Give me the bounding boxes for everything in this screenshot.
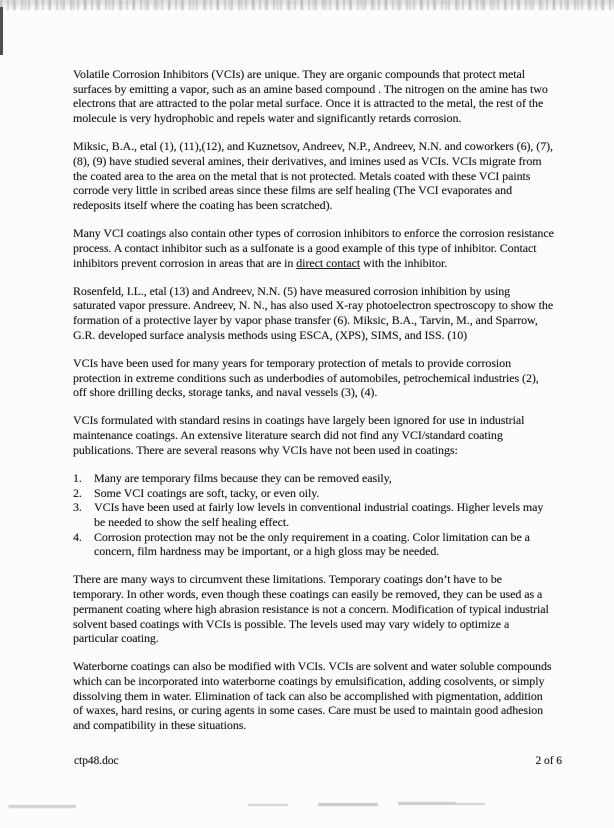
scan-noise-top xyxy=(0,0,614,10)
paragraph-text: with the inhibitor. xyxy=(360,255,448,270)
scan-smudge xyxy=(8,805,76,808)
paragraph-contact-inhibitors xyxy=(73,226,555,270)
list-item-text: Many are temporary films because they can be removed easily, xyxy=(94,470,392,485)
list-item xyxy=(73,530,555,559)
list-item-text: Corrosion protection may not be the only requirement in a coating. Color limitation can be a concern, film hardness may be important, or a high gloss may be needed. xyxy=(94,529,530,559)
paragraph-vci-unique: Volatile Corrosion Inhibitors (VCIs) are unique. They are organic compounds that protect metal surfaces by emitting a vapor, such as an amine based compound . The nitrogen on the amine has two electrons that are attracted to the polar metal surface. Once it is attracted to the metal, the rest of the molecule is very hydrophobic and repels water and significantly retards corrosion. xyxy=(73,67,548,126)
list-item xyxy=(73,471,555,486)
paragraph-miksic-studies: Miksic, B.A., etal (1), (11),(12), and Kuznetsov, Andreev, N.P., Andreev, N.N. and coworkers (6), (7), (8), (9) have studied several amines, their derivatives, and imines used as VCIs. VCIs migrate from the coated area to the area on the metal that is not protected. Metals coated with these VCI paints corrode very little in scribed areas since these films are self healing (The VCI evaporates and redeposits itself where the coating has been scratched). xyxy=(73,139,553,213)
page-footer xyxy=(74,755,562,767)
scan-smudge xyxy=(248,804,288,806)
paragraph-standard-resins: VCIs formulated with standard resins in coatings have largely been ignored for use in industrial maintenance coatings. An extensive literature search did not find any VCI/standard coating publications. There are several reasons why VCIs have not been used in coatings: xyxy=(73,413,525,457)
paragraph-rosenfeld-measurements: Rosenfeld, I.L., etal (13) and Andreev, N.N. (5) have measured corrosion inhibition by using saturated vapor pressure. Andreev, N. N., has also used X-ray photoelectron spectroscopy to show the formation of a protective layer by vapor phase transfer (6). Miksic, B.A., Tarvin, M., and Sparrow, G.R. developed surface analysis methods using ESCA, (XPS), SIMS, and ISS. (10) xyxy=(73,283,554,342)
list-item-number: 4. xyxy=(73,529,82,544)
list-item xyxy=(73,486,555,501)
list-item-text: Some VCI coatings are soft, tacky, or even oily. xyxy=(94,485,320,500)
paragraph-circumvent-limitations: There are many ways to circumvent these limitations. Temporary coatings don’t have to be temporary. In other words, even though these coatings can easily be removed, they can be used as a permanent coating where high abrasion resistance is not a concern. Modification of typical industrial solvent based coatings with VCIs is possible. The levels used may vary widely to optimize a particular coating. xyxy=(73,572,549,646)
scan-smudge xyxy=(318,803,378,806)
list-item-number: 3. xyxy=(73,500,82,515)
list-item-number: 2. xyxy=(73,485,82,500)
list-item xyxy=(73,500,555,529)
scan-smudge xyxy=(455,803,485,805)
list-item-text: VCIs have been used at fairly low levels in conventional industrial coatings. Higher levels may be needed to show the self healing effect. xyxy=(94,500,544,529)
numbered-list-reasons xyxy=(73,471,555,559)
list-item-number: 1. xyxy=(73,470,82,485)
document-body xyxy=(73,67,555,746)
underlined-phrase: direct contact xyxy=(296,255,361,270)
paragraph-waterborne-coatings: Waterborne coatings can also be modified with VCIs. VCIs are solvent and water soluble compounds which can be incorporated into waterborne coatings by emulsification, adding cosolvents, or simply dissolving them in water. Elimination of tack can also be accomplished with pigmentation, addition of waxes, hard resins, or curing agents in some cases. Care must be used to maintain good adhesion and compatibility in these situations. xyxy=(73,659,552,733)
paragraph-text: Many VCI coatings also contain other types of corrosion inhibitors to enforce the corrosion resistance process. A contact inhibitor such as a sulfonate is a good example of this type of inhibitor. Contact inhibitors prevent corrosion in areas that are in xyxy=(73,226,554,270)
paragraph-temporary-protection: VCIs have been used for many years for temporary protection of metals to provide corrosion protection in extreme conditions such as underbodies of automobiles, petrochemical industries (2), off shore drilling decks, storage tanks, and naval vessels (3), (4). xyxy=(73,355,539,400)
footer-filename: ctp48.doc xyxy=(74,755,119,767)
scan-artifact-left-edge xyxy=(0,7,3,55)
footer-page-number: 2 of 6 xyxy=(535,755,562,767)
scan-smudge xyxy=(398,802,456,805)
